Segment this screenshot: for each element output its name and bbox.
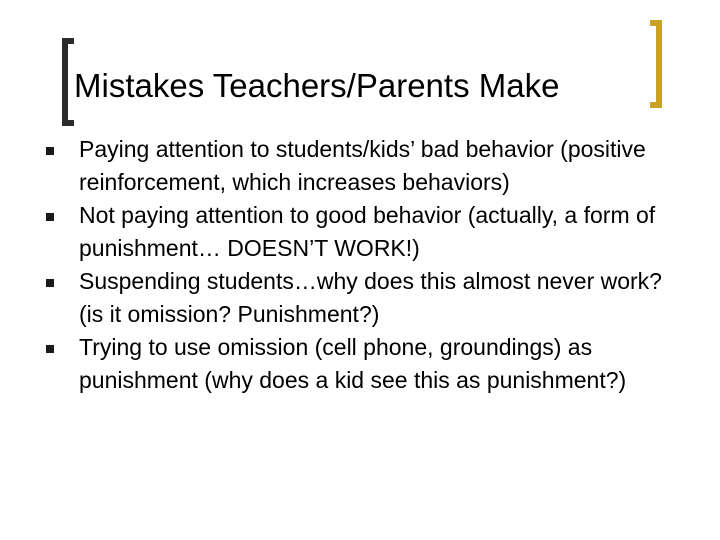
bullet-item bbox=[0, 199, 679, 265]
bullet-item bbox=[0, 133, 679, 199]
bullet-item bbox=[0, 265, 679, 331]
bullet-text: Not paying attention to good behavior (actually, a form of punishment… DOESN’T WORK!) bbox=[79, 202, 656, 261]
title-right-bracket bbox=[650, 20, 662, 108]
bullet-list bbox=[0, 133, 720, 397]
bullet-text: Suspending students…why does this almost never work? (is it omission? Punishment?) bbox=[79, 268, 662, 327]
bullet-text: Trying to use omission (cell phone, groundings) as punishment (why does a kid see this as punishment?) bbox=[79, 334, 627, 393]
bullet-text: Paying attention to students/kids’ bad behavior (positive reinforcement, which increases behaviors) bbox=[79, 136, 646, 195]
title-left-bracket bbox=[62, 38, 74, 126]
square-bullet-icon bbox=[46, 279, 54, 287]
bullet-item bbox=[0, 331, 679, 397]
square-bullet-icon bbox=[46, 345, 54, 353]
square-bullet-icon bbox=[46, 147, 54, 155]
square-bullet-icon bbox=[46, 213, 54, 221]
slide-title: Mistakes Teachers/Parents Make bbox=[74, 67, 560, 104]
